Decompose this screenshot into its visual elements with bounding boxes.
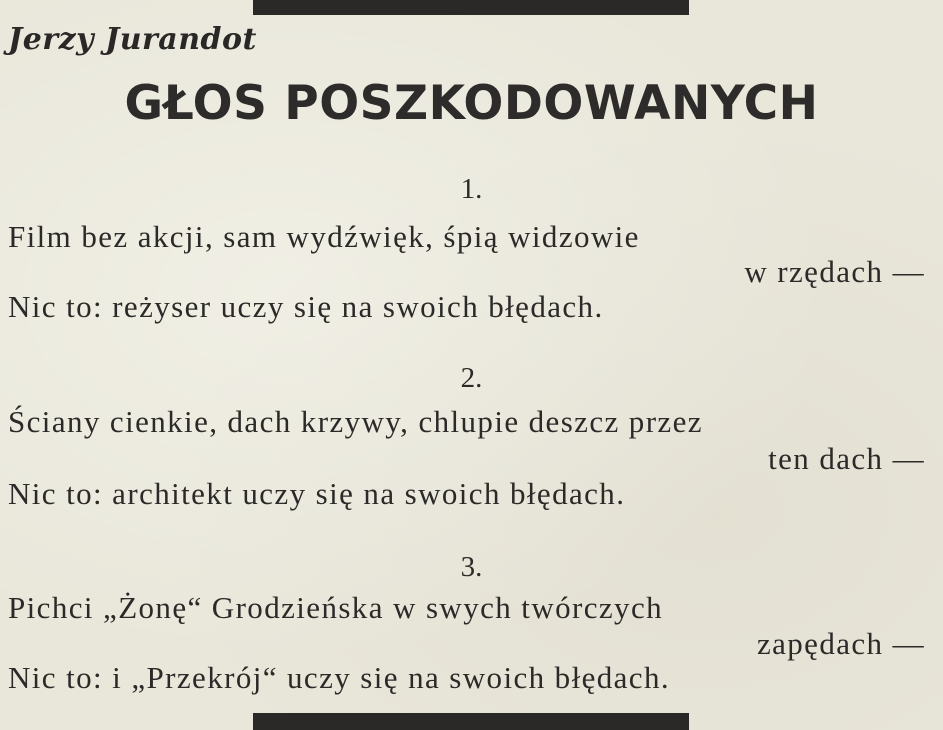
verse-line-continuation: w rzędach — xyxy=(744,254,925,289)
stanza-number: 3. xyxy=(460,551,483,583)
poem-title: GŁOS POSZKODOWANYCH xyxy=(124,76,819,131)
verse-line-continuation: ten dach — xyxy=(768,441,925,476)
verse-line: Film bez akcji, sam wydźwięk, śpią widzowie xyxy=(8,219,640,254)
verse-line: Nic to: i „Przekrój“ uczy się na swoich błędach. xyxy=(8,660,671,695)
verse-line-continuation: zapędach — xyxy=(756,626,925,661)
verse-line: Nic to: reżyser uczy się na swoich błędach. xyxy=(8,289,604,324)
verse-line: Nic to: architekt uczy się na swoich błędach. xyxy=(8,476,626,511)
author-name: Jerzy Jurandot xyxy=(8,22,257,57)
stanza-number: 2. xyxy=(460,362,483,394)
verse-line: Ściany cienkie, dach krzywy, chlupie deszcz przez xyxy=(8,404,703,439)
verse-line: Pichci „Żonę“ Grodzieńska w swych twórczych xyxy=(8,590,664,625)
bottom-rule-bar xyxy=(253,713,689,730)
stanza-number: 1. xyxy=(460,173,483,205)
top-rule-bar xyxy=(253,0,689,15)
